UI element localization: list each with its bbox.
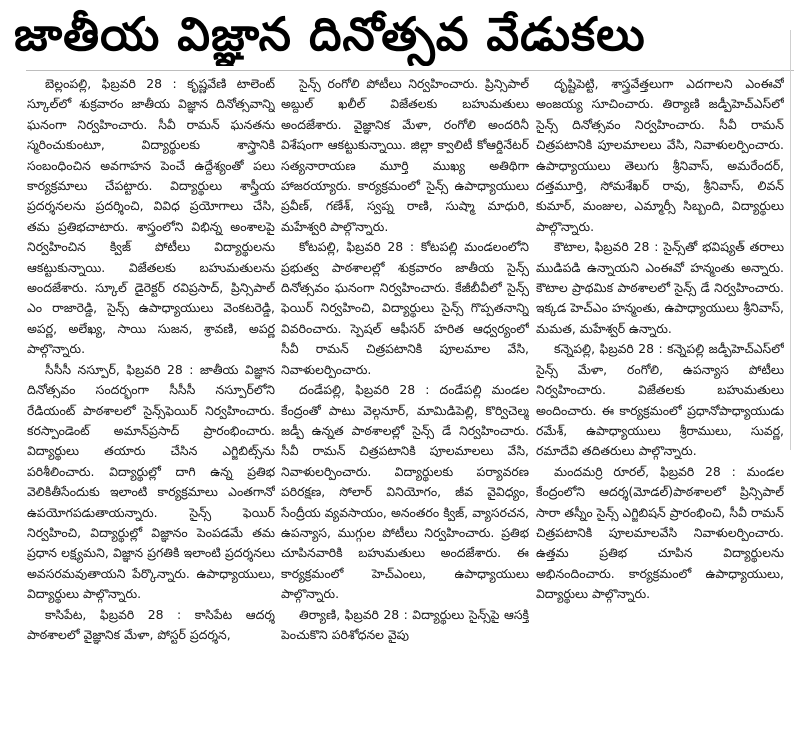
article-paragraph: కౌటాల, ఫిబ్రవరి 28 : సైన్స్‌తో భవిష్యత్ తరాలు ముడిపడి ఉన్నాయని ఎంఈవో హన్మంతు అన్నారు. కౌటాల ప్రాథమిక పాఠశాలలో సైన్స్ డే నిర్వహించారు. ఇక్కడ హెచ్‌ఎం హన్మంతు, ఉపాధ్యాయులు శ్రీనివాస్, మమత, మహేశ్వర్ ఉన్నారు. [536, 239, 784, 336]
article-paragraph: సీసీసీ నస్పూర్, ఫిబ్రవరి 28 : జాతీయ విజ్ఞాన దినోత్సవం సందర్భంగా సీసీసీ నస్పూర్‌లోని రేడియంట్ పాఠశాలలో సైన్స్‌ఫెయిర్ నిర్వహించారు. కరస్పాండెంట్ అమాన్‌ప్రసాద్ ప్రారంభించారు. విద్యార్థులు తయారు చేసిన ఎగ్జిబిట్స్‌ను పరిశీలించారు. విద్యార్థుల్లో దాగి ఉన్న ప్రతిభ వెలికితీసేందుకు ఇలాంటి కార్యక్రమాలు ఎంతగానో ఉపయోగపడుతాయన్నారు. సైన్స్ ఫెయిర్ నిర్వహించి, విద్యార్థుల్లో విజ్ఞానం పెంపడమే తమ ప్రధాన లక్ష్యమని, విజ్ఞాన ప్రగతికి ఇలాంటి ప్రదర్శనలు అవసరమవుతాయని పేర్కొన్నారు. ఉపాధ్యాయులు, విద్యార్థులు పాల్గొన్నారు. [27, 361, 275, 602]
article-paragraph: కన్నెపల్లి, ఫిబ్రవరి 28 : కన్నెపల్లి జడ్పీహెచ్‌ఎస్‌లో సైన్స్ మేళా, రంగోలి, ఉపన్యాస పోటీలు నిర్వహించారు. విజేతలకు బహుమతులు అందించారు. ఈ కార్యక్రమంలో ప్రధానోపాధ్యాయుడు రమేశ్, ఉపాధ్యాయులు శ్రీరాములు, సువర్ణ, రమాదేవి తదితరులు పాల్గొన్నారు. [536, 341, 784, 459]
article-paragraph: కాసిపేట, ఫిబ్రవరి 28 : కాసిపేట ఆదర్శ పాఠశాలలో వైజ్ఞానిక మేళా, పోస్టర్ ప్రదర్శన, [27, 606, 275, 642]
article-paragraph: కోటపల్లి, ఫిబ్రవరి 28 : కోటపల్లి మండలంలోని ప్రభుత్వ పాఠశాలల్లో శుక్రవారం జాతీయ సైన్స్ దినోత్సవం ఘనంగా నిర్వహించారు. కేజీబీవీలో సైన్స్ ఫెయిర్ నిర్వహించి, విద్యార్థులు సైన్స్ గొప్పతనాన్ని వివరించారు. స్పెషల్ ఆఫీసర్ హరిత ఆధ్వర్యంలో సీవీ రామన్ చిత్రపటానికి పూలమాల వేసి, నివాళులర్పించారు. [281, 239, 529, 377]
article-paragraph: మందమర్రి రూరల్, ఫిబ్రవరి 28 : మండల కేంద్రంలోని ఆదర్శ(మోడల్)పాఠశాలలో ప్రిన్సిపాల్ సారా తస్నీం సైన్స్ ఎగ్జిబిషన్ ప్రారంభించి, సీవీ రామన్ చిత్రపటానికి పూలమాలవేసి నివాళులర్పించారు. ఉత్తమ ప్రతిభ చూపిన విద్యార్థులను అభినందించారు. కార్యక్రమంలో ఉపాధ్యాయులు, విద్యార్థులు పాల్గొన్నారు. [536, 463, 784, 602]
article-column-2 [281, 74, 529, 734]
page-edge [790, 30, 795, 450]
article-column-1 [27, 74, 275, 734]
article-paragraph: తిర్యాణి, ఫిబ్రవరి 28 : విద్యార్థులు సైన్స్‌పై ఆసక్తి పెంచుకొని పరిశోధనల వైపు [281, 606, 529, 642]
article-column-3 [536, 74, 784, 734]
article-paragraph: సైన్స్ రంగోలి పోటీలు నిర్వహించారు. ప్రిన్సిపాల్ అబ్దుల్ ఖలీల్ విజేతలకు బహుమతులు అందజేశారు. వైజ్ఞానిక మేళా, రంగోలి అందరినీ విశేషంగా ఆకట్టుకున్నాయి. జిల్లా క్వాలిటీ కోఆర్డినేటర్ సత్యనారాయణ మూర్తి ముఖ్య అతిథిగా హాజరయ్యారు. కార్యక్రమంలో సైన్స్ ఉపాధ్యాయులు ప్రవీణ్, గణేశ్, స్వప్న రాణి, సుష్మా మాధురి, మహేశ్వరి పాల్గొన్నారు. [281, 76, 529, 234]
article-paragraph: బెల్లంపల్లి, ఫిబ్రవరి 28 : కృష్ణవేణి టాలెంట్ స్కూల్‌లో శుక్రవారం జాతీయ విజ్ఞాన దినోత్సవాన్ని ఘనంగా నిర్వహించారు. సీవీ రామన్ ఘనతను స్మరించుకుంటూ, విద్యార్థులకు శాస్త్రానికి సంబంధించిన అవగాహన పెంచే ఉద్దేశ్యంతో పలు కార్యక్రమాలు చేపట్టారు. విద్యార్థులు శాస్త్రీయ ప్రదర్శనలను ప్రదర్శించి, వివిధ ప్రయోగాలు చేసి, తమ ప్రతిభచాటారు. శాస్త్రంలోని విభిన్న అంశాలపై నిర్వహించిన క్విజ్ పోటీలు విద్యార్థులను ఆకట్టుకున్నాయి. విజేతలకు బహుమతులను అందజేశారు. స్కూల్ డైరెక్టర్ రవిప్రసాద్, ప్రిన్సిపాల్ ఎం రాజారెడ్డి, సైన్స్ ఉపాధ్యాయులు వెంకటరెడ్డి, అపర్ణ, అలేఖ్య, సాయి సుజన, శ్రావణి, అపర్ణ పాల్గొన్నారు. [27, 76, 275, 357]
article-paragraph: దండేపల్లి, ఫిబ్రవరి 28 : దండేపల్లి మండల కేంద్రంతో పాటు వెల్గనూర్, మామిడిపెల్లి, కొర్విచెల్మ జడ్పీ ఉన్నత పాఠశాలల్లో సైన్స్ డే నిర్వహించారు. సీవీ రామన్ చిత్రపటానికి పూలమాలలు వేసి, నివాళులర్పించారు. విద్యార్థులకు పర్యావరణ పరిరక్షణ, సోలార్ వినియోగం, జీవ వైవిధ్యం, సేంద్రీయ వ్యవసాయం, అనంతరం క్విజ్, వ్యాసరచన, ఉపన్యాస, ముగ్గుల పోటీలు నిర్వహించారు. ప్రతిభ చూపినవారికి బహుమతులు అందజేశారు. ఈ కార్యక్రమంలో హెచ్‌ఎంలు, ఉపాధ్యాయులు పాల్గొన్నారు. [281, 382, 529, 602]
article-paragraph: దృష్టిపెట్టి, శాస్త్రవేత్తలుగా ఎదగాలని ఎంఈవో అంజయ్య సూచించారు. తిర్యాణి జడ్పీహెచ్‌ఎస్‌లో సైన్స్ దినోత్సవం నిర్వహించారు. సీవీ రామన్ చిత్రపటానికి పూలమాలలు వేసి, నివాళులర్పించారు. ఉపాధ్యాయులు తెలుగు శ్రీనివాస్, అమరేందర్, దత్తమూర్తి, సోమశేఖర్ రావు, శ్రీనివాస్, లివన్ కుమార్, మంజుల, ఎమ్మార్సీ సిబ్బంది, విద్యార్థులు పాల్గొన్నారు. [536, 76, 784, 234]
headline-divider [26, 70, 794, 71]
headline: జాతీయ విజ్ఞాన దినోత్సవ వేడుకలు [14, 7, 646, 61]
